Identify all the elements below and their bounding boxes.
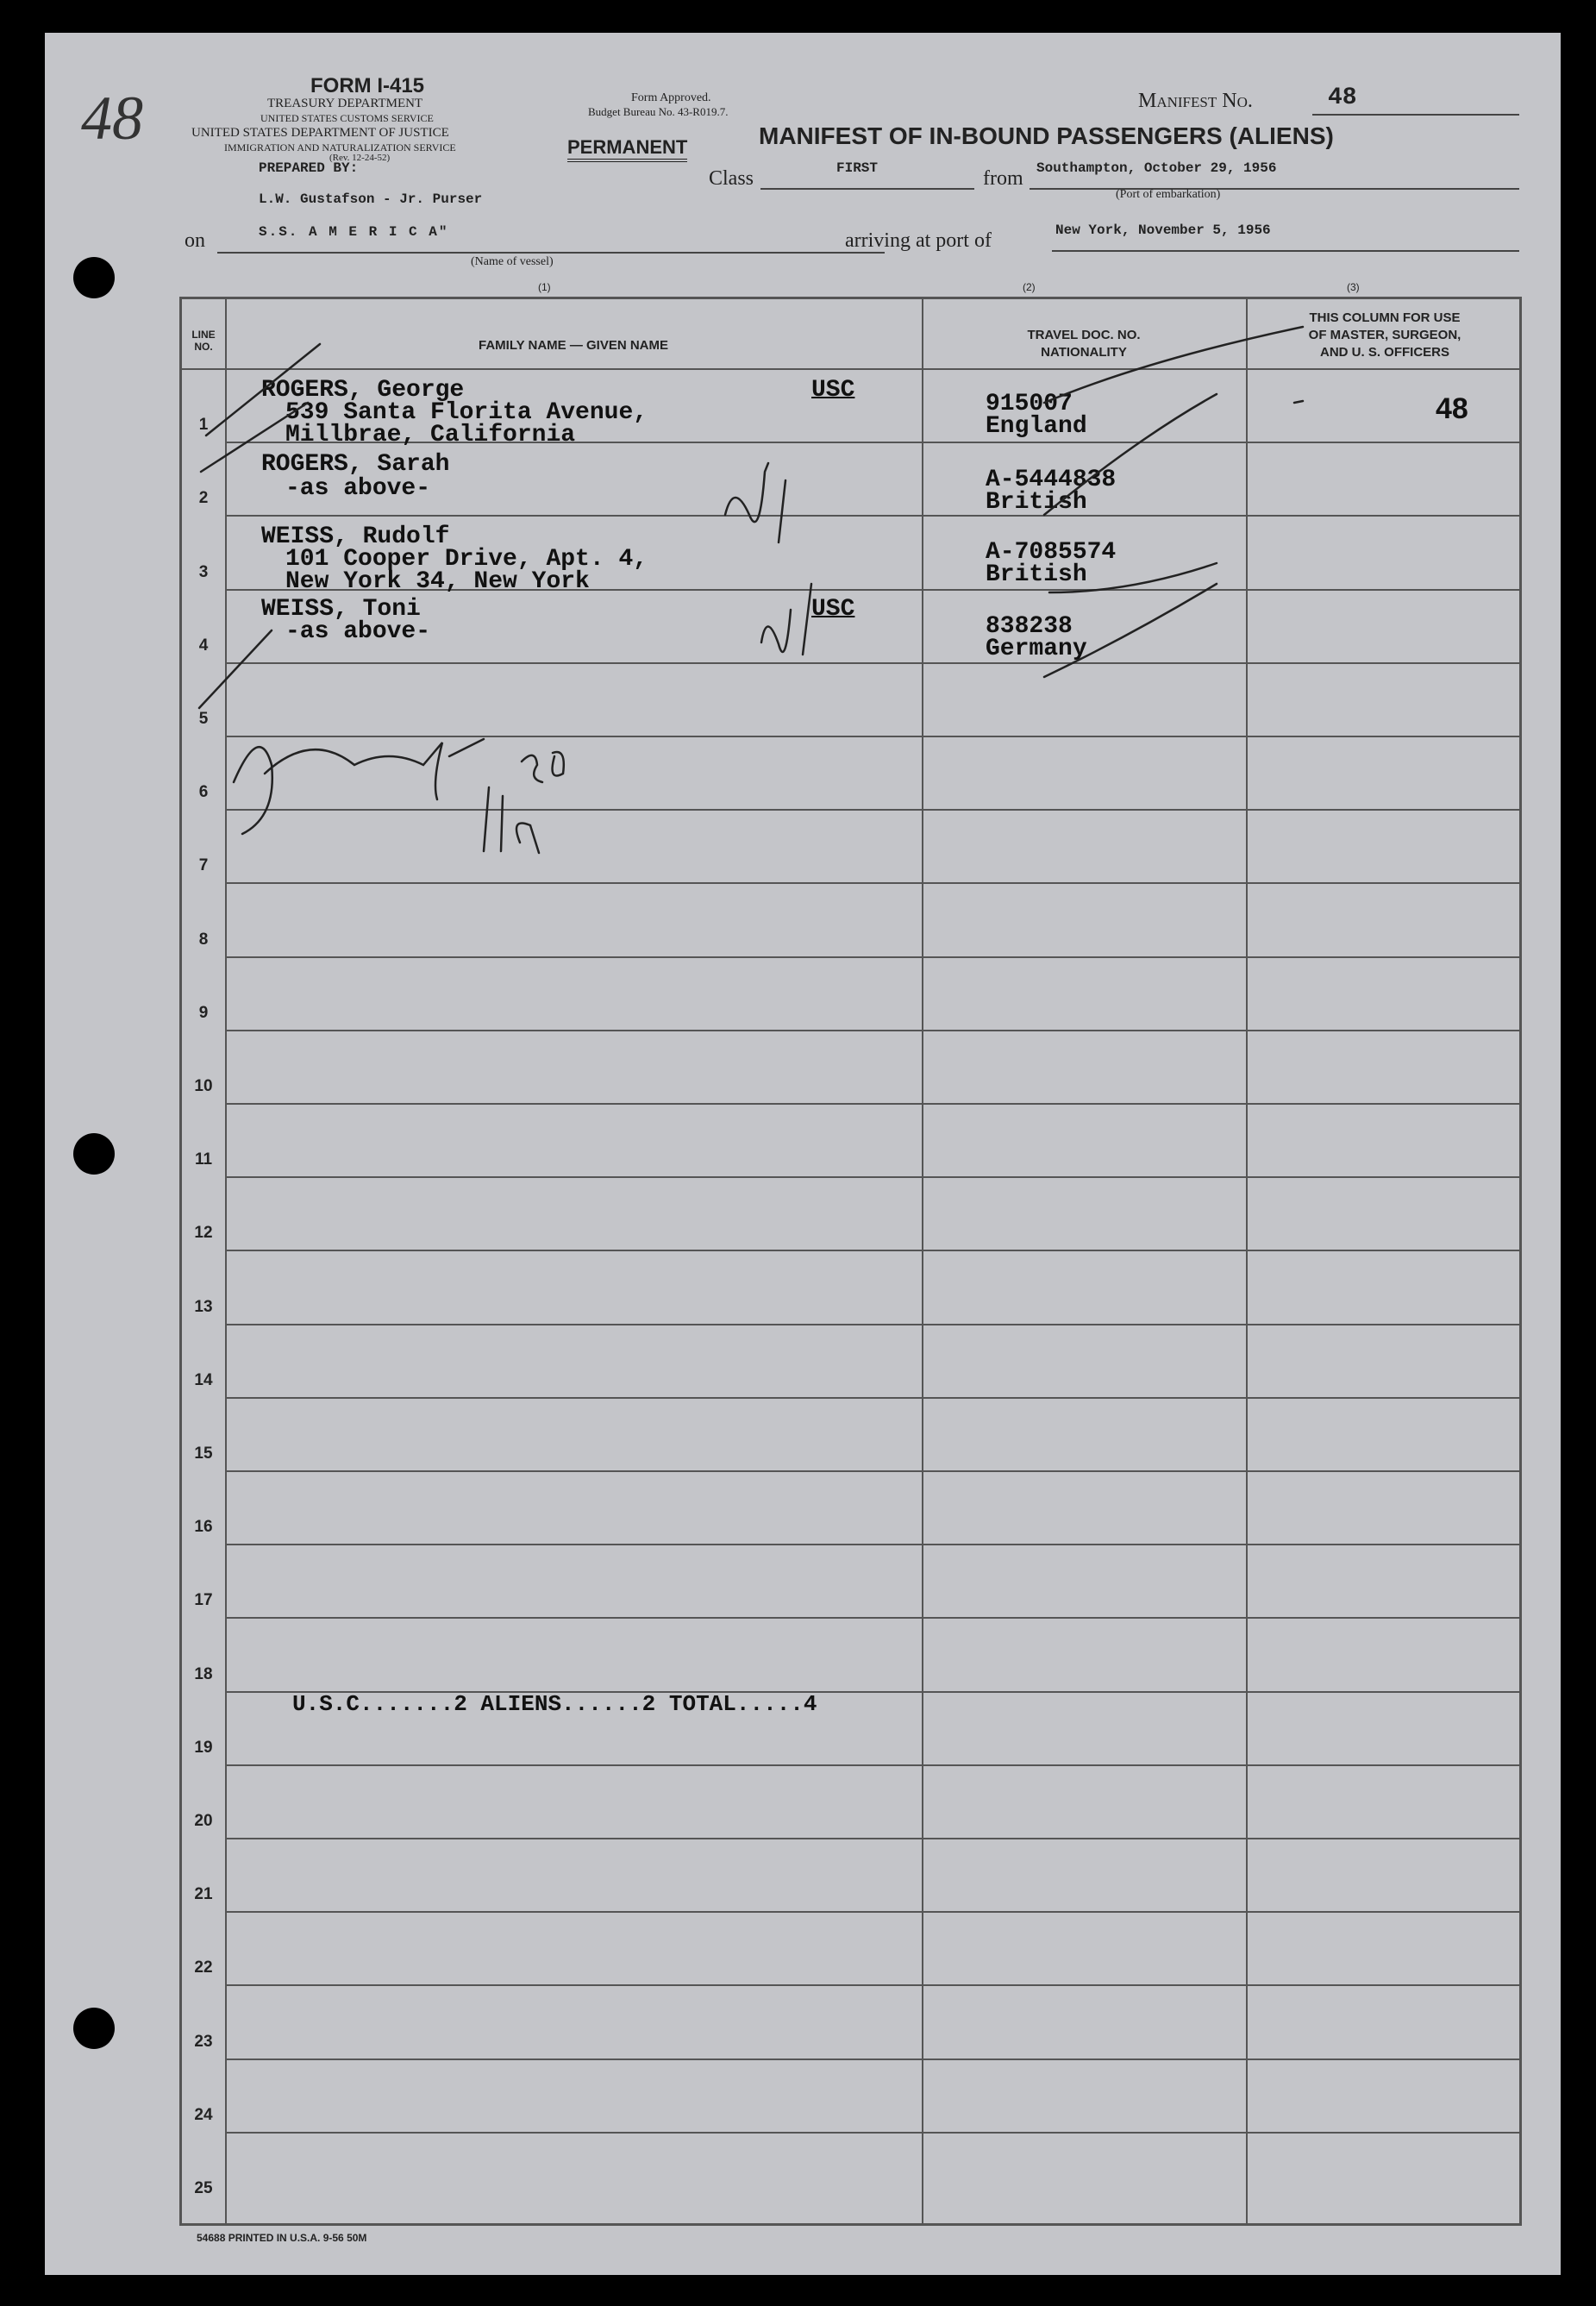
entry-name: WEISS, Toni <box>261 596 421 623</box>
column-family-name: FAMILY NAME — GIVEN NAME <box>478 338 669 353</box>
entry-nationality: England <box>986 413 1087 440</box>
row-divider <box>225 1250 1519 1251</box>
entry-address: -as above- <box>285 618 431 645</box>
entry-officer-note: 48 <box>1436 392 1468 425</box>
embarkation-value: Southampton, October 29, 1956 <box>1036 160 1277 176</box>
line-number: 3 <box>198 562 209 581</box>
from-label: from <box>983 167 1023 190</box>
prepared-by-label: PREPARED BY: <box>259 160 359 176</box>
arrival-value: New York, November 5, 1956 <box>1055 222 1271 238</box>
form-revision: (Rev. 12-24-52) <box>329 153 391 163</box>
printer-note: 54688 PRINTED IN U.S.A. 9-56 50M <box>197 2232 367 2244</box>
agency-immigration: IMMIGRATION AND NATURALIZATION SERVICE <box>224 141 456 154</box>
line-number: 7 <box>198 856 209 875</box>
column-marker-3: (3) <box>1347 281 1360 293</box>
column-marker-2: (2) <box>1023 281 1036 293</box>
manifest-no-value: 48 <box>1328 85 1357 111</box>
passenger-table <box>179 297 1522 2226</box>
budget-bureau: Budget Bureau No. 43-R019.7. <box>588 105 729 118</box>
line-number: 20 <box>194 1812 213 1830</box>
punch-hole <box>73 257 115 298</box>
row-divider <box>225 1470 1519 1472</box>
agency-customs: UNITED STATES CUSTOMS SERVICE <box>260 112 434 124</box>
row-divider <box>225 1911 1519 1913</box>
prepared-by-value: L.W. Gustafson - Jr. Purser <box>259 191 483 207</box>
row-divider <box>225 1397 1519 1399</box>
form-approved: Form Approved. <box>631 91 711 104</box>
line-number: 24 <box>194 2105 213 2124</box>
line-number: 8 <box>198 930 209 949</box>
column-marker-1: (1) <box>538 281 551 293</box>
row-divider <box>225 1030 1519 1031</box>
line-number: 1 <box>198 416 209 435</box>
entry-doc: A-7085574 <box>986 539 1117 566</box>
punch-hole <box>73 1133 115 1175</box>
entry-address: New York 34, New York <box>285 568 590 595</box>
row-divider <box>225 1764 1519 1766</box>
entry-address: 101 Cooper Drive, Apt. 4, <box>285 546 648 573</box>
on-label: on <box>185 229 205 252</box>
manifest-sheet <box>45 33 1561 2275</box>
line-number: 12 <box>194 1224 213 1243</box>
line-number: 2 <box>198 489 209 508</box>
arriving-label: arriving at port of <box>845 229 992 252</box>
form-number: FORM I-415 <box>310 74 425 97</box>
entry-doc: 838238 <box>986 613 1073 640</box>
line-number: 14 <box>194 1370 213 1389</box>
permanent-label: PERMANENT <box>567 136 687 162</box>
row-divider <box>225 1984 1519 1986</box>
row-divider <box>225 2058 1519 2060</box>
line-number: 16 <box>194 1518 213 1537</box>
line-number: 17 <box>194 1591 213 1610</box>
line-number: 22 <box>194 1958 213 1977</box>
entry-name: ROGERS, Sarah <box>261 451 450 478</box>
entry-doc: 915007 <box>986 391 1073 417</box>
row-divider <box>225 1544 1519 1545</box>
row-divider <box>225 956 1519 958</box>
class-label: Class <box>709 167 754 190</box>
punch-hole <box>73 2008 115 2049</box>
embarkation-caption: (Port of embarkation) <box>1116 188 1221 201</box>
line-number: 6 <box>198 783 209 802</box>
entry-nationality: British <box>986 489 1087 516</box>
line-number: 10 <box>194 1077 213 1095</box>
vessel-value: S.S. A M E R I C A" <box>259 224 449 240</box>
handwritten-page-number: 48 <box>81 84 143 153</box>
row-divider <box>225 1617 1519 1619</box>
entry-status: USC <box>811 377 855 404</box>
line-number: 4 <box>198 636 209 655</box>
row-divider <box>225 2132 1519 2134</box>
department-justice: UNITED STATES DEPARTMENT OF JUSTICE <box>191 126 449 140</box>
column-travel-doc-line2: NATIONALITY <box>1041 345 1127 360</box>
row-divider <box>225 1838 1519 1839</box>
line-number: 5 <box>198 710 209 728</box>
line-number: 13 <box>194 1297 213 1316</box>
department-treasury: TREASURY DEPARTMENT <box>267 97 423 110</box>
row-divider <box>225 1324 1519 1325</box>
column-line-no: LINE NO. <box>191 329 216 353</box>
line-number: 15 <box>194 1444 213 1463</box>
entry-name: WEISS, Rudolf <box>261 523 450 550</box>
manifest-no-label: Manifest No. <box>1138 90 1253 112</box>
entry-nationality: Germany <box>986 636 1087 662</box>
totals-line: U.S.C.......2 ALIENS......2 TOTAL.....4 <box>292 1691 817 1717</box>
entry-name: ROGERS, George <box>261 377 465 404</box>
line-number: 25 <box>194 2179 213 2197</box>
line-number: 11 <box>194 1150 213 1169</box>
line-number: 18 <box>194 1664 213 1683</box>
line-number: 9 <box>198 1003 209 1022</box>
class-value: FIRST <box>836 160 879 176</box>
line-number: 19 <box>194 1738 213 1757</box>
column-officers-line3: AND U. S. OFFICERS <box>1319 345 1449 360</box>
row-divider <box>225 1176 1519 1178</box>
manifest-title: MANIFEST OF IN-BOUND PASSENGERS (ALIENS) <box>759 122 1334 149</box>
entry-doc: A-5444838 <box>986 467 1117 493</box>
line-number: 21 <box>194 1885 213 1904</box>
column-officers-line2: OF MASTER, SURGEON, <box>1308 328 1461 342</box>
entry-address: 539 Santa Florita Avenue, <box>285 399 648 426</box>
entry-address: Millbrae, California <box>285 422 576 448</box>
row-divider <box>225 1103 1519 1105</box>
entry-address: -as above- <box>285 475 431 502</box>
column-officers-line1: THIS COLUMN FOR USE <box>1309 310 1461 325</box>
line-number: 23 <box>194 2032 213 2051</box>
entry-status: USC <box>811 596 855 623</box>
column-travel-doc-line1: TRAVEL DOC. NO. <box>1027 328 1141 342</box>
handwritten-marks <box>182 299 1519 903</box>
entry-nationality: British <box>986 561 1087 588</box>
vessel-caption: (Name of vessel) <box>471 255 554 268</box>
